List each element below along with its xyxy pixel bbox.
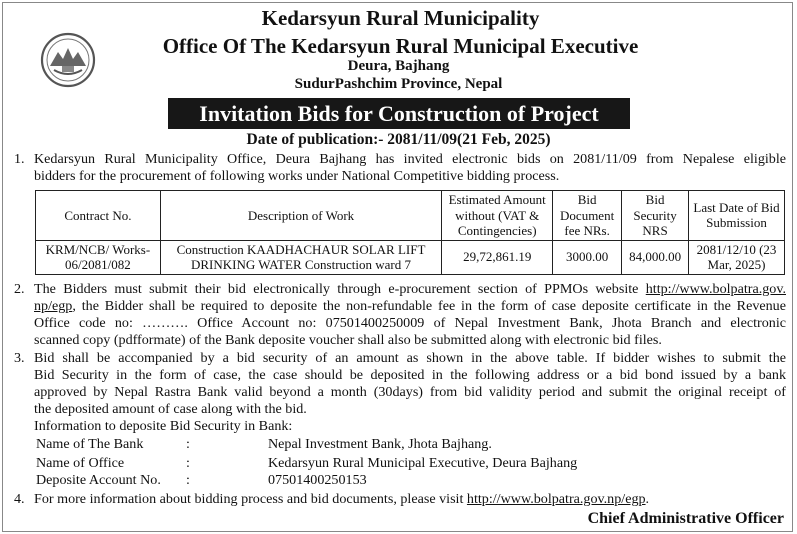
- signature-title: Chief Administrative Officer: [587, 510, 784, 527]
- bolpatra-link-continued[interactable]: np/egp: [34, 298, 73, 314]
- clause-end: .: [645, 491, 650, 507]
- account-label: Deposite Account No.: [36, 472, 161, 488]
- clause-number: 1.: [14, 151, 25, 167]
- bolpatra-egp-link[interactable]: http://www.bolpatra.gov.np/egp: [466, 491, 646, 507]
- office-label: Name of Office: [36, 455, 125, 471]
- col-last-date: Last Date of Bid Submission: [689, 191, 785, 241]
- clause-3: [14, 350, 786, 435]
- clause-line: Bid Security in the form of case, the case should be deposited in the following address or a bid bond issued by a bank: [34, 367, 786, 383]
- clause-1: [14, 151, 786, 185]
- col-document-fee: Bid Document fee NRs.: [553, 191, 622, 241]
- bid-table: [35, 190, 785, 275]
- clause-line: scanned copy (pdfformate) of the Bank deposite voucher shall also be submitted along with electronic bid files.: [34, 332, 662, 348]
- colon: :: [186, 455, 190, 471]
- clause-line: bidders for the procurement of following works under National Competitive bidding process.: [34, 168, 560, 184]
- cell-bid-security: 84,000.00: [622, 240, 689, 274]
- publication-date: Date of publication:- 2081/11/09(21 Feb, 2025): [246, 131, 551, 148]
- col-contract-no: Contract No.: [36, 191, 161, 241]
- clause-2: [14, 281, 786, 349]
- clause-text: For more information about bidding process and bid documents, please visit: [34, 491, 467, 507]
- colon: :: [186, 436, 190, 452]
- col-bid-security: Bid Security NRS: [622, 191, 689, 241]
- cell-last-date: 2081/12/10 (23 Mar, 2025): [689, 240, 785, 274]
- bank-label: Name of The Bank: [36, 436, 144, 452]
- cell-description: Construction KAADHACHAUR SOLAR LIFT DRINKING WATER Construction ward 7: [160, 240, 441, 274]
- colon: :: [186, 472, 190, 488]
- clause-number: 2.: [14, 281, 25, 297]
- col-estimated-amount: Estimated Amount without (VAT & Contingencies): [442, 191, 553, 241]
- clause-line: Bid shall be accompanied by a bid security of an amount as shown in the above table. If bidder wishes to submit the: [34, 350, 786, 366]
- clause-text: , the Bidder shall be required to deposite the non-refundable fee in the form of case deposite certificate in the Revenue: [72, 298, 786, 314]
- notice-title: Invitation Bids for Construction of Project: [168, 98, 630, 129]
- clause-line: approved by Nepal Rastra Bank valid beyond a month (30days) from bid validity period and submit the original receipt of: [34, 384, 786, 400]
- info-title: Information to deposite Bid Security in Bank:: [34, 418, 293, 434]
- clause-line: [34, 281, 786, 298]
- office-name: Office Of The Kedarsyun Rural Municipal Executive: [162, 34, 639, 58]
- col-description: Description of Work: [160, 191, 441, 241]
- clause-line: [34, 298, 786, 315]
- cell-document-fee: 3000.00: [553, 240, 622, 274]
- clause-line: Kedarsyun Rural Municipality Office, Deura Bajhang has invited electronic bids on 2081/11/09 from Nepalese eligible: [34, 151, 786, 167]
- account-value: 07501400250153: [268, 472, 367, 488]
- province: SudurPashchim Province, Nepal: [294, 76, 503, 92]
- office-value: Kedarsyun Rural Municipal Executive, Deura Bajhang: [268, 455, 578, 471]
- table-header-row: [36, 191, 785, 241]
- clause-4: [14, 491, 786, 508]
- bank-value: Nepal Investment Bank, Jhota Bajhang.: [268, 436, 492, 452]
- clause-number: 3.: [14, 350, 25, 366]
- clause-text: The Bidders must submit their bid electronically through e-procurement section of PPMOs website: [34, 281, 646, 297]
- location: Deura, Bajhang: [347, 58, 450, 74]
- municipality-name: Kedarsyun Rural Municipality: [261, 6, 540, 30]
- clause-number: 4.: [14, 491, 25, 507]
- table-row: [36, 240, 785, 274]
- clause-line: the deposited amount of case along with the bid.: [34, 401, 307, 417]
- clause-line: Office code no: ………. Office Account no: 07501400250009 of Nepal Investment Bank, Jhota Branch and electronic: [34, 315, 786, 331]
- cell-contract-no: KRM/NCB/ Works-06/2081/082: [36, 240, 161, 274]
- cell-estimated-amount: 29,72,861.19: [442, 240, 553, 274]
- bolpatra-link[interactable]: http://www.bolpatra.gov.: [645, 281, 786, 297]
